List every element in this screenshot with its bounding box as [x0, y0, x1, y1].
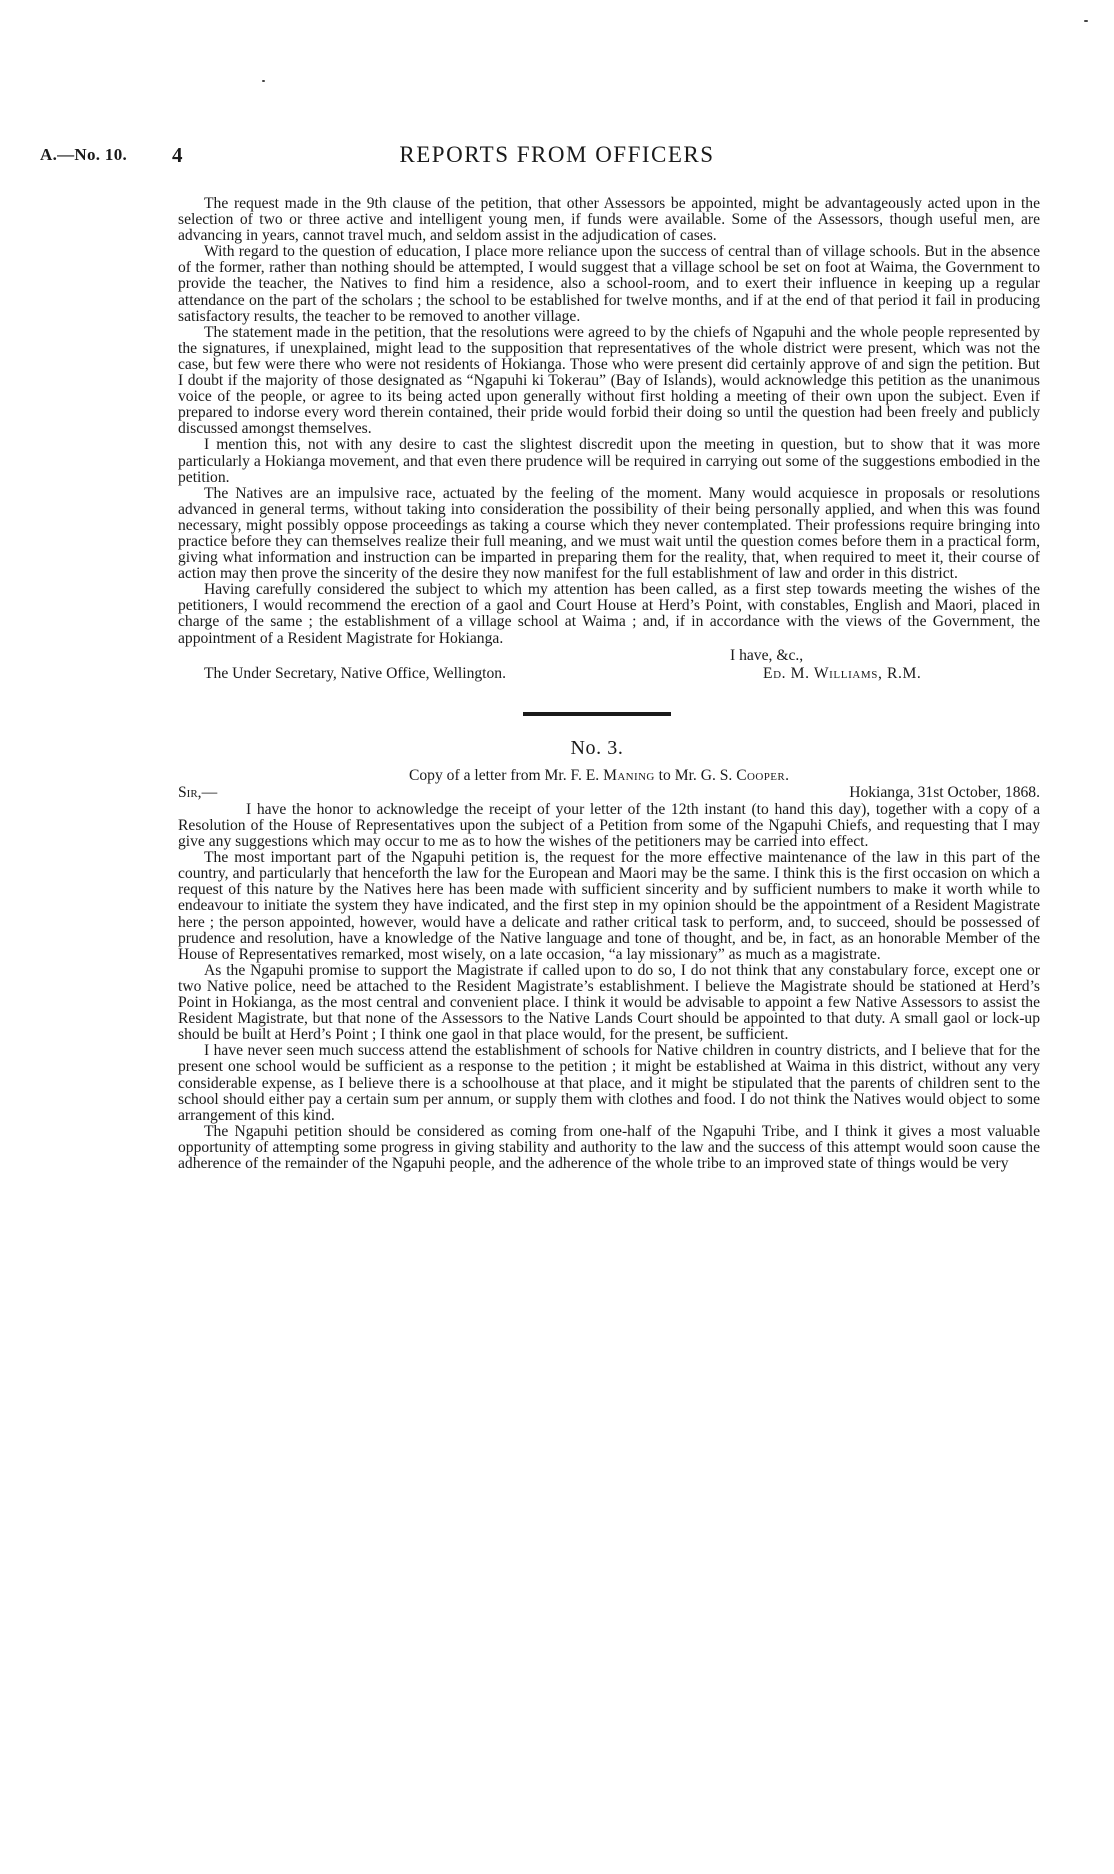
document-reference: A.—No. 10.	[40, 145, 128, 164]
ink-speck	[262, 80, 265, 82]
copy-suffix: .	[785, 766, 790, 784]
report-paragraph: The Natives are an impulsive race, actuated by the feeling of the moment. Many would acquiesce in proposals or resolutions advanced in general terms, without taking into consideration the possibility of their being personally applied, and when this was found necessary, might possibly oppose proceedings as taking a course which they never contemplated. Their professions require bringing into practice before they can themselves realize their full meaning, and we must wait until the question comes before them in a practical form, giving what information and instruction can be imparted in preparing them for the reality, that, when required to meet it, their course of action may then prove the sincerity of the desire they now manifest for the full establishment of law and order in this district.	[178, 484, 1040, 583]
place-and-date: Hokianga, 31st October, 1868.	[849, 783, 1040, 801]
letter-number-heading: No. 3.	[570, 736, 624, 759]
page-number: 4	[172, 143, 183, 167]
page-body	[178, 196, 1040, 1172]
copy-middle: to Mr. G. S.	[654, 766, 737, 784]
letter-paragraph: The Ngapuhi petition should be considered as coming from one-half of the Ngapuhi Tribe, and I think it gives a most valuable opportunity of attempting some progress in giving stability and authority to the law and the success of this attempt would soon cause the adherence of the remainder of the Ngapuhi people, and the adherence of the whole tribe to an improved state of things would be very	[178, 1122, 1040, 1172]
ink-speck	[1084, 20, 1088, 22]
letter-opening	[178, 785, 1040, 802]
letter-paragraph: The most important part of the Ngapuhi petition is, the request for the more effective maintenance of the law in this part of the country, and particularly that henceforth the law for the European and Maori may be the same. I think this is the first occasion on which a request of this nature by the Natives here has been made with sufficient sincerity and by sufficient numbers to make it worth while to endeavour to initiate the system they have indicated, and the first step in my opinion should be the appointment of a Resident Magistrate here ; the person appointed, however, would have a delicate and rather critical task to perform, and, to succeed, should be possessed of prudence and resolution, have a knowledge of the Native language and tone of thought, and be, in fact, as an honorable Member of the House of Representatives remarked, most wisely, on a late occasion, “a lay missionary” as much as a magistrate.	[178, 849, 1040, 963]
report-paragraph: I mention this, not with any desire to cast the slightest discredit upon the meeting in question, but to show that it was more particularly a Hokianga movement, and that even there prudence will be required in carrying out some of the suggestions embodied in the petition.	[178, 436, 1040, 486]
running-title: REPORTS FROM OFFICERS	[399, 142, 715, 167]
letter-paragraph: I have never seen much success attend the establishment of schools for Native children in country districts, and I believe that for the present one school would be sufficient as a response to the petition ; it might be established at Waima in this district, without any very considerable expense, as I believe there is a schoolhouse at that place, and it might be stipulated that the parents of children sent to the school should either pay a certain sum per annum, or supply them with clothes and food. I do not think the Natives would object to some arrangement of this kind.	[178, 1042, 1040, 1124]
report-sign-off	[178, 648, 1040, 684]
report-paragraph: Having carefully considered the subject to which my attention has been called, as a first step towards meeting the wishes of the petitioners, I would recommend the erection of a gaol and Court House at Herd’s Point, with constables, English and Maori, placed in charge of the same ; the establishment of a village school at Waima ; and, if in accordance with the views of the Government, the appointment of a Resident Magistrate for Hokianga.	[178, 581, 1040, 647]
letter-recipient: Cooper	[736, 766, 786, 784]
salutation: Sir,—	[178, 783, 218, 801]
letter-body	[178, 802, 1040, 1172]
complimentary-close: I have, &c.,	[730, 646, 804, 664]
letter-paragraph: As the Ngapuhi promise to support the Magistrate if called upon to do so, I do not think that any constabulary force, except one or two Native police, need be attached to the Resident Magistrate’s establishment. I believe the Magistrate should be stationed at Herd’s Point in Hokianga, as the most central and convenient place. I think it would be advisable to appoint a few Native Assessors to assist the Resident Magistrate, but that none of the Assessors to the Native Lands Court should be appointed to that duty. A small gaol or lock-up should be built at Herd’s Point ; I think one gaol in that place would, for the present, be sufficient.	[178, 961, 1040, 1044]
report-paragraph: The statement made in the petition, that the resolutions were agreed to by the chiefs of Ngapuhi and the whole people represented by the signatures, if unexplained, might lead to the supposition that representatives of the whole district were present, which was not the case, but few were there who were not residents of Hokianga. Those who were present did certainly approve of and sign the petition. But I doubt if the majority of those designated as “Ngapuhi ki Tokerau” (Bay of Islands), would acknowledge this petition as the unanimous voice of the people, or agree to its being acted upon generally without first holding a meeting of their own upon the subject. Even if prepared to indorse every word therein contained, their pride would forbid their doing so until the question had been freely and publicly discussed amongst themselves.	[178, 323, 1040, 438]
page-header	[40, 142, 1074, 175]
report-paragraph: The request made in the 9th clause of the petition, that other Assessors be appointed, might be advantageously acted upon in the selection of two or three active and intelligent young men, if funds were available. Some of the Assessors, though useful men, are advancing in years, cannot travel much, and seldom assist in the adjudication of cases.	[178, 195, 1040, 245]
addressee: The Under Secretary, Native Office, Wellington.	[204, 664, 506, 682]
report-paragraph: With regard to the question of education, I place more reliance upon the success of central than of village schools. But in the absence of the former, rather than nothing should be attempted, I would suggest that a village school be set on foot at Waima, the Government to provide the teacher, the Natives to find him a residence, also a school-room, and to exert their influence in keeping up a regular attendance on the part of the scholars ; the school to be established for twelve months, and if at the end of that period it fail in producing satisfactory results, the teacher to be removed to another village.	[178, 243, 1040, 325]
letter-description	[168, 768, 1030, 784]
signature: Ed. M. Williams, R.M.	[763, 664, 922, 682]
letter-author: Maning	[603, 766, 655, 784]
report-body	[178, 196, 1040, 647]
section-divider	[523, 712, 671, 716]
letter-paragraph: I have the honor to acknowledge the receipt of your letter of the 12th instant (to hand this day), together with a copy of a Resolution of the House of Representatives upon the subject of a Petition from some of the Ngapuhi Chiefs, and requesting that I may give any suggestions which may occur to me as to how the wishes of the petitioners may be carried into effect.	[178, 800, 1040, 851]
copy-prefix: Copy of a letter from Mr. F. E.	[408, 766, 604, 784]
